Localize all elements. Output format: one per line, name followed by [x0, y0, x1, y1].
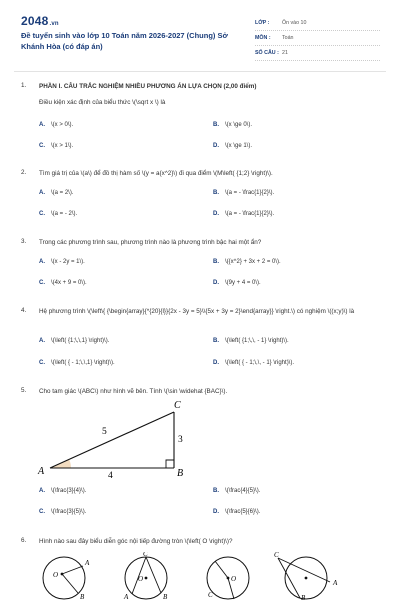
option-5d[interactable]: D. \(\frac{5}{6}\).	[213, 509, 261, 515]
question-text: Tìm giá trị của \(a\) để đồ thị hàm số \(y = a{x^2}\) đi qua điểm \(M\left( {1;2} \right)\).	[39, 170, 273, 177]
meta-row-class: LỚP : Ôn vào 10	[255, 16, 380, 31]
option-3b[interactable]: B. \({x^2} + 3x + 2 = 0\).	[213, 259, 281, 265]
option-3a[interactable]: A. \(x - 2y = 1\).	[39, 259, 85, 265]
logo-suffix: .vn	[49, 21, 59, 27]
option-2b[interactable]: B. \(a = - \frac{1}{2}\).	[213, 190, 275, 196]
option-5a[interactable]: A. \(\frac{3}{4}\).	[39, 488, 87, 494]
logo-text: 2048	[21, 14, 49, 28]
svg-text:C: C	[143, 552, 148, 558]
option-1d[interactable]: D. \(x \ge 1\).	[213, 143, 253, 149]
option-5b[interactable]: B. \(\frac{4}{5}\).	[213, 488, 261, 494]
question-text: Trong các phương trình sau, phương trình nào là phương trình bậc hai một ẩn?	[39, 239, 262, 246]
question-text: Điều kiện xác định của biểu thức \(\sqrt x \) là	[39, 99, 166, 106]
question-text: Hình nào sau đây biểu diễn góc nội tiếp đường tròn \(\left( O \right)\)?	[39, 538, 233, 545]
meta-panel	[255, 16, 380, 61]
svg-text:A: A	[124, 593, 129, 600]
option-4a[interactable]: A. \(\left( {1;\,\,1} \right)\).	[39, 338, 110, 344]
svg-text:O: O	[138, 575, 144, 583]
side-ab-length: 4	[108, 471, 113, 481]
circle-option-2[interactable]	[123, 552, 168, 600]
svg-text:O: O	[53, 571, 59, 579]
option-4c[interactable]: C. \(\left( { - 1;\,\,1} \right)\).	[39, 360, 115, 366]
option-4d[interactable]: D. \(\left( { - 1;\,\, - 1} \right)\).	[213, 360, 295, 366]
option-1b[interactable]: B. \(x \ge 0\).	[213, 122, 253, 128]
circle-option-4[interactable]	[274, 552, 338, 600]
svg-text:A: A	[333, 579, 338, 587]
svg-text:B: B	[163, 593, 168, 600]
vertex-b-label: B	[177, 468, 184, 479]
option-1a[interactable]: A. \(x > 0\).	[39, 122, 74, 128]
question-text: Cho tam giác \(ABC\) như hình vẽ bên. Tính \(\sin \widehat {BAC}\).	[39, 388, 228, 395]
side-ac-length: 5	[102, 427, 107, 437]
option-3d[interactable]: D. \(9y + 4 = 0\).	[213, 280, 261, 286]
option-1c[interactable]: C. \(x > 1\).	[39, 143, 74, 149]
document-page: 2048.vn Đề tuyển sinh vào lớp 10 Toán năm 2026-2027 (Chung) Sở Khánh Hòa (có đáp án) LỚP : Ôn vào 10 MÔN : Toán SỐ CÂU : 21 1. PHẦN I. CÂU TRẮC NGHIỆM NHIỀU PHƯƠNG ÁN LỰA CHỌN (2,00 điểm) Điều kiện xác định của biểu thức \(\sqrt x \) là A. \(x > 0\). B. \(x \ge 0\). C. \(x > 1\). D. \(x \ge 1\). 2. Tìm giá trị của \(a\) để đồ thị hàm số \(y = a{x^2}\) đi qua điểm \(M\left( {1;2} \right)\). A. \(a = 2\). B. \(a = - \frac{1}{2}\). C. \(a = - 2\). D. \(a = - \frac{1}{2}\). 3. Trong các phương trình sau, phương trình nào là phương trình bậc hai một ẩn? A. \(x - 2y = 1\). B. \({x^2} + 3x + 2 = 0\). C. \(4x + 9 = 0\). D. \(9y + 4 = 0\). 4. Hệ phương trình \(\left\{ {\begin{array}{*{20}{l}}{2x - 3y = 5}\\{5x + 3y = 2}\end{array}} \right.\) có nghiệm \((x;y)\) là A. \(\left( {1;\,\,1} \right)\). B. \(\left( {1;\,\, - 1} \right)\). C. \(\left( { - 1;\,\,1} \right)\). D. \(\left( { - 1;\,\, - 1} \right)\). 5. Cho tam giác \(ABC\) như hình vẽ bên. Tính \(\sin \widehat {BAC}\). A B C 5 3 4 A. \(\frac{3}{4}\). B. \(\frac{4}{5}\). C. \(\frac{3}{5}\). D. \(\frac{5}{6}\). 6. Hình nào sau đây biểu diễn góc nội tiếp đường tròn \(\left( O \right)\)? O A B C A B O C O C A B	[0, 0, 400, 600]
document-title: Đề tuyển sinh vào lớp 10 Toán năm 2026-2027 (Chung) Sở Khánh Hòa (có đáp án)	[21, 31, 228, 51]
question-text: Hệ phương trình \(\left\{ {\begin{array}{*{20}{l}}{2x - 3y = 5}\\{5x + 3y = 2}\end{array}} \right.\) có nghiệm \((x;y)\) là	[39, 308, 355, 315]
svg-text:A: A	[85, 559, 90, 567]
header-divider	[14, 71, 386, 72]
svg-text:B: B	[80, 593, 85, 600]
circle-option-1[interactable]	[43, 557, 90, 600]
triangle-figure	[34, 398, 194, 482]
svg-text:O: O	[231, 575, 237, 583]
vertex-c-label: C	[174, 400, 181, 411]
section-title: PHẦN I. CÂU TRẮC NGHIỆM NHIỀU PHƯƠNG ÁN LỰA CHỌN (2,00 điểm)	[39, 83, 257, 90]
side-ac	[50, 412, 174, 468]
option-2c[interactable]: C. \(a = - 2\).	[39, 211, 78, 217]
option-4b[interactable]: B. \(\left( {1;\,\, - 1} \right)\).	[213, 338, 289, 344]
svg-text:C: C	[274, 552, 279, 559]
option-5c[interactable]: C. \(\frac{3}{5}\).	[39, 509, 87, 515]
option-3c[interactable]: C. \(4x + 9 = 0\).	[39, 280, 87, 286]
right-angle-mark	[166, 460, 174, 468]
svg-text:B: B	[301, 594, 306, 600]
meta-row-subject: MÔN : Toán	[255, 31, 380, 46]
circle-option-3[interactable]	[207, 557, 249, 599]
option-2d[interactable]: D. \(a = - \frac{1}{2}\).	[213, 211, 275, 217]
site-logo[interactable]	[21, 14, 59, 28]
svg-text:C: C	[208, 591, 213, 599]
vertex-a-label: A	[38, 466, 45, 477]
circle-figures	[34, 552, 374, 600]
meta-row-count: SỐ CÂU : 21	[255, 46, 380, 61]
option-2a[interactable]: A. \(a = 2\).	[39, 190, 74, 196]
side-bc-length: 3	[178, 435, 183, 445]
